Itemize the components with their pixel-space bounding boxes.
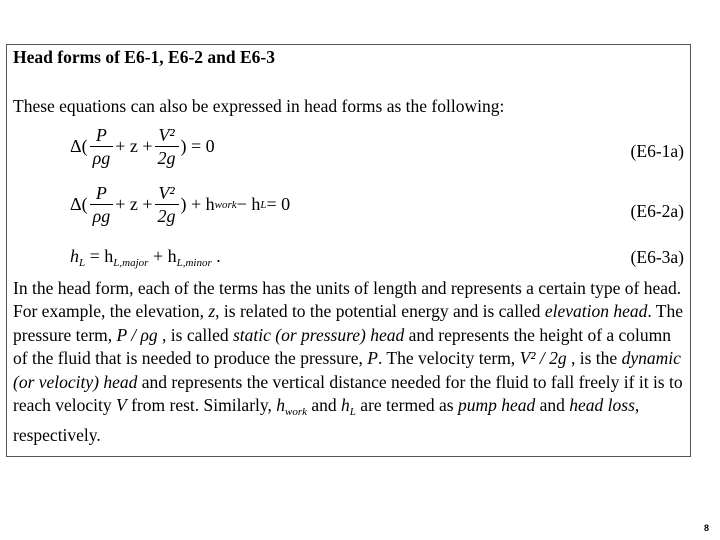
intro-text: These equations can also be expressed in head forms as the following: (13, 96, 505, 116)
eq1-suffix: ) = 0 (180, 136, 215, 156)
eq1-mid: + z + (115, 136, 153, 156)
eq2-frac1-num: P (95, 183, 107, 203)
page-number: 8 (704, 523, 710, 533)
eq2-pressure-fraction (90, 182, 114, 227)
eq2-prefix: Δ( (70, 194, 88, 214)
para-dynamic-head: dynamic (or velocity) head (13, 348, 681, 392)
eq1-frac2-num: V² (158, 125, 175, 145)
explanation-paragraph (13, 277, 685, 448)
para-elevation-head: elevation head (544, 301, 648, 322)
equation-e6-1a (70, 124, 215, 169)
eq3-sub-minor: L,minor (176, 257, 212, 269)
para-text-12: and (535, 395, 570, 416)
para-text-2: , is related to the potential energy and is called (215, 301, 545, 322)
eq2-sub-L: L (260, 198, 267, 211)
para-text-7: , is the (566, 348, 622, 369)
para-pump-head: pump head (457, 395, 536, 416)
eq2-end: = 0 (266, 194, 291, 214)
eq3-dot: . (211, 246, 221, 266)
para-text-5: and represents the height of a column of the fluid that is needed to produce the pressure, (13, 324, 672, 369)
eq3-eq: = h (85, 246, 114, 266)
eq1-prefix: Δ( (70, 136, 88, 156)
eq3-label: (E6-3a) (630, 247, 684, 267)
para-sub-work: work (285, 406, 308, 419)
eq2-frac2-num: V² (158, 183, 175, 203)
para-h-work: h (276, 395, 286, 416)
eq2-suffix: ) + h (180, 194, 215, 214)
para-z: z (208, 301, 216, 322)
para-text-4: , is called (157, 324, 233, 345)
para-static-head: static (or pressure) head (232, 324, 405, 345)
eq3-plus: + h (148, 246, 177, 266)
para-h-L: h (341, 395, 350, 416)
para-P: P (367, 348, 378, 369)
eq1-frac1-den: ρg (90, 146, 114, 169)
para-text-8: and represents the vertical distance needed for the fluid to fall freely if it is to reach velocity (13, 371, 683, 416)
para-text-9: from rest. Similarly, (126, 395, 277, 416)
eq2-minus: − h (236, 194, 261, 214)
eq1-frac2-den: 2g (155, 146, 179, 169)
para-V: V (116, 395, 127, 416)
para-pressure-term: P / ρg (116, 324, 158, 345)
eq3-sub-L: L (79, 257, 86, 269)
equation-e6-3a (70, 246, 221, 269)
eq1-frac1-num: P (95, 125, 107, 145)
para-text-11: are termed as (355, 395, 458, 416)
slide-title: Head forms of E6-1, E6-2 and E6-3 (13, 47, 276, 67)
eq1-label: (E6-1a) (630, 141, 684, 161)
para-velocity-term: V² / 2g (519, 348, 567, 369)
para-text-3: . The pressure term, (13, 301, 683, 345)
para-sub-L: L (349, 406, 356, 419)
eq1-pressure-fraction (90, 124, 114, 169)
eq2-frac2-den: 2g (155, 204, 179, 227)
eq3-sub-major: L,major (113, 257, 149, 269)
eq1-velocity-fraction (155, 124, 179, 169)
eq2-velocity-fraction (155, 182, 179, 227)
para-text-6: . The velocity term, (377, 348, 520, 369)
equation-e6-2a (70, 182, 290, 227)
para-text-1: In the head form, each of the terms has the units of length and represents a certain type of head. For example, the elevation, (13, 278, 682, 322)
eq2-frac1-den: ρg (90, 204, 114, 227)
eq3-h: h (70, 246, 79, 266)
para-head-loss: head loss (569, 395, 635, 416)
eq2-mid: + z + (115, 194, 153, 214)
eq2-label: (E6-2a) (630, 201, 684, 221)
para-text-10: and (307, 395, 342, 416)
para-text-13: , respectively. (13, 395, 640, 446)
eq2-sub-work: work (214, 198, 237, 211)
